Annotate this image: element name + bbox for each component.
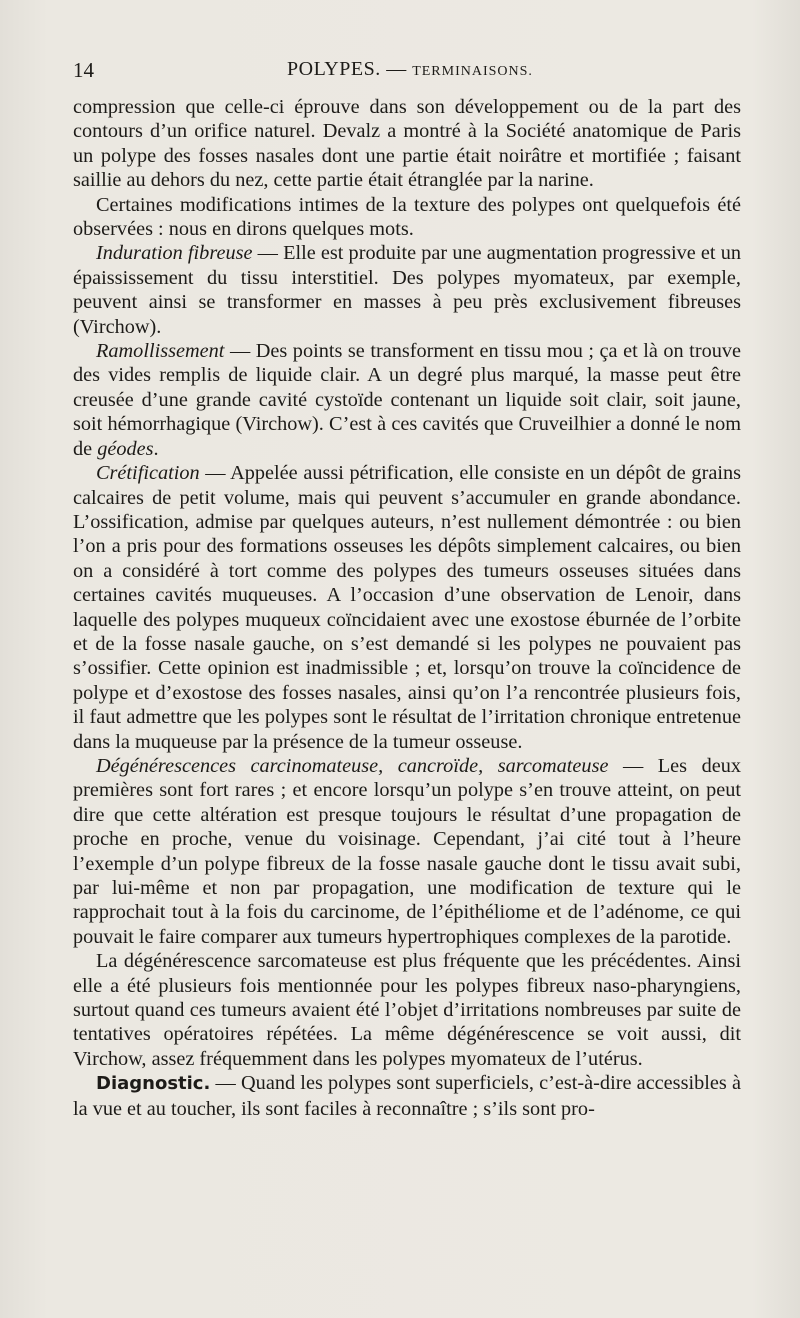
paragraph-heading: Ramollissement — [96, 340, 225, 363]
paragraph-heading: Dégénérescences carcinomateuse, cancroïde, sarcomateuse — [96, 754, 609, 777]
running-head-title: POLYPES. — [287, 58, 381, 80]
paragraph-induration-fibreuse — [73, 241, 741, 339]
paragraph-text: La dégénérescence sarcomateuse est plus fréquente que les précédentes. Ainsi elle a été plusieurs fois mentionnée pour les polypes fibreux naso-pharyngiens, surtout quand ces tumeurs avaient été l’objet d’irritations nombreuses par suite de tentatives opératoires répétées. La même dégénérescence se voit aussi, dit Virchow, assez fréquemment dans les polypes myomateux de l’utérus. — [73, 950, 741, 1070]
paragraph-cretification — [73, 461, 741, 754]
running-head — [287, 58, 533, 81]
paragraph-degenerescences — [73, 754, 741, 949]
paragraph-continuation — [73, 95, 741, 193]
paragraph-text: — Appelée aussi pétrification, elle consiste en un dépôt de grains calcaires de petit volume, mais qui peuvent s’accumuler en grande abondance. L’ossification, admise par quelques auteurs, n’est nullement démontrée : ou bien l’on a pris pour des formations osseuses les dépôts simplement calcaires, ou bien on a considéré à tort comme des polypes des tumeurs osseuses situées dans certaines cavités muqueuses. A l’occasion d’une observation de Lenoir, dans laquelle des polypes muqueux coïncidaient avec une exostose éburnée de l’orbite et de la fosse nasale gauche, on s’est demandé si les polypes ne pouvaient pas s’ossifier. Cette opinion est inadmissible ; et, lorsqu’on trouve la coïncidence de polype et d’exostose des fosses nasales, ainsi qu’on l’a rencontrée plusieurs fois, il faut admettre que les polypes sont le résultat de l’irritation chronique entretenue dans la muqueuse par la présence de la tumeur osseuse. — [73, 462, 741, 753]
section-heading-diagnostic: Diagnostic. — [96, 1073, 211, 1095]
paragraph-text: — Quand les polypes sont superficiels, c’est-à-dire accessibles à la vue et au toucher, ils sont faciles à reconnaître ; s’ils sont pro- — [73, 1072, 741, 1120]
running-head-section: TERMINAISONS. — [412, 64, 533, 79]
paragraph-text: — Les deux premières sont fort rares ; et encore lorsqu’un polype s’en trouve atteint, on peut dire que cette altération est presque toujours le résultat d’une propagation de proche en proche, venue du voisinage. Cependant, j’ai cité tout à l’heure l’exemple d’un polype fibreux de la fosse nasale gauche dont le tissu avait subi, par lui-même et non par propagation, une modification de texture qui le rapprochait tout à la fois du carcinome, de l’épithéliome et de l’adénome, ce qui pouvait le faire comparer aux tumeurs hypertrophiques complexes de la parotide. — [73, 754, 741, 948]
page-number: 14 — [73, 58, 94, 82]
paragraph-heading: Induration fibreuse — [96, 242, 253, 265]
paragraph-texture-modifications — [73, 193, 741, 242]
paragraph-ramollissement — [73, 339, 741, 461]
paragraph-text: — Des points se transforment en tissu mou ; ça et là on trouve des vides remplis de liquide clair. A un degré plus marqué, la masse peut être creusée d’une grande cavité cystoïde contenant un liquide soit clair, soit jaune, soit hémorrhagique (Virchow). C’est à ces cavités que Cruveilhier a donné le nom de — [73, 340, 741, 460]
paragraph-text: Certaines modifications intimes de la texture des polypes ont quelquefois été observées : nous en dirons quelques mots. — [73, 193, 741, 241]
running-head-dash: — — [386, 58, 407, 80]
term-geodes: géodes — [97, 437, 154, 460]
paragraph-diagnostic — [73, 1071, 741, 1121]
body-text — [73, 95, 741, 1121]
paragraph-heading: Crétification — [96, 462, 200, 485]
paragraph-text: compression que celle-ci éprouve dans son développement ou de la part des contours d’un orifice naturel. Devalz a montré à la Société anatomique de Paris un polype des fosses nasales dont une partie était noirâtre et mortifiée ; faisant saillie au dehors du nez, cette partie était étranglée par la narine. — [73, 96, 741, 192]
page-header — [73, 58, 741, 88]
paragraph-end: . — [153, 437, 159, 460]
paragraph-text: — Elle est produite par une augmentation progressive et un épaississement du tissu interstitiel. Des polypes myomateux, par exemple, peuvent ainsi se transformer en masses à peu près exclusivement fibreuses (Virchow). — [73, 242, 741, 338]
paragraph-sarcomateuse — [73, 949, 741, 1071]
